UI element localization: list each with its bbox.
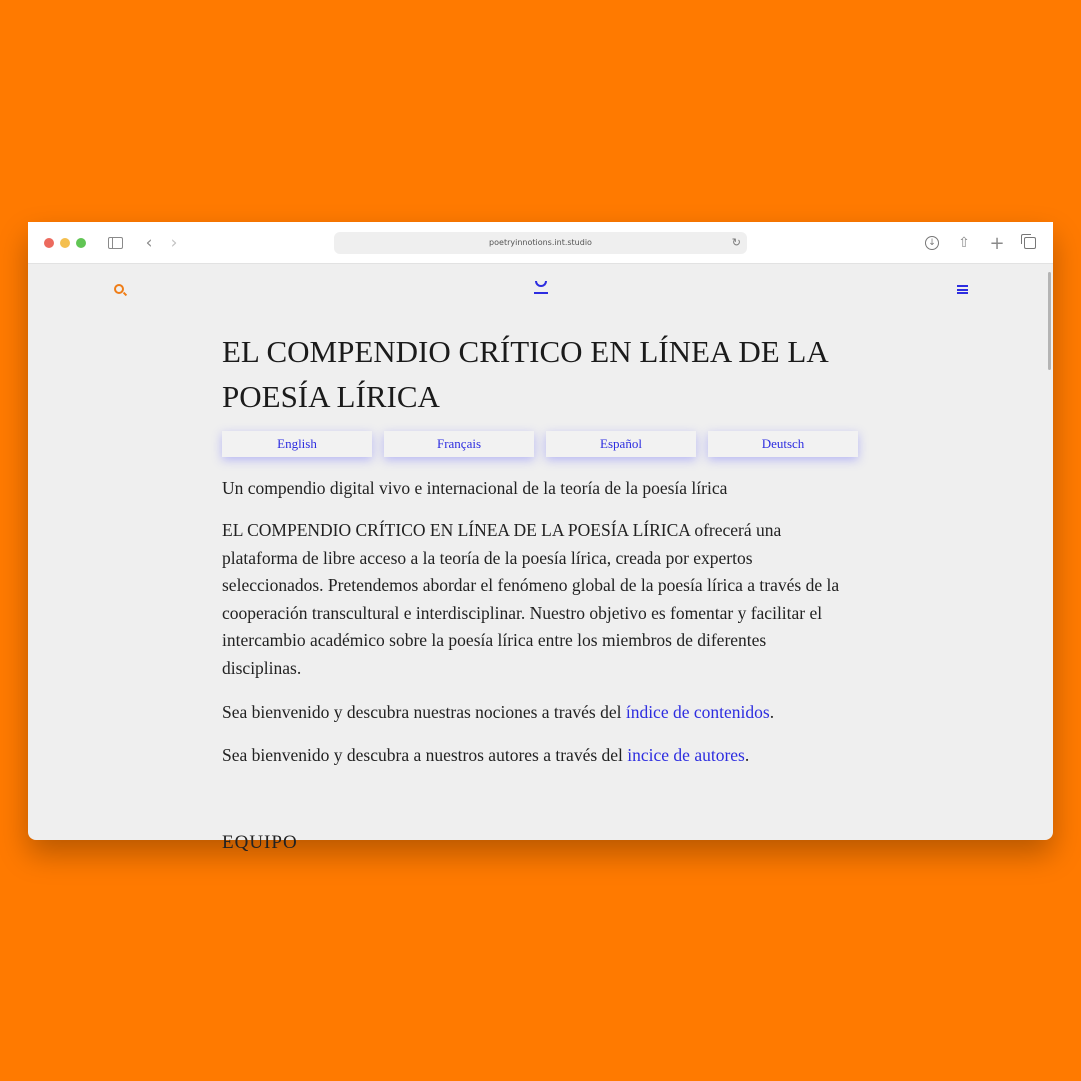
address-bar[interactable]	[334, 232, 747, 254]
contents-index-link[interactable]: índice de contenidos	[625, 702, 770, 722]
team-section-heading: EQUIPO	[222, 832, 298, 853]
language-button-english[interactable]: English	[222, 431, 372, 457]
maximize-window-button[interactable]	[76, 238, 86, 248]
search-icon[interactable]	[114, 284, 124, 294]
page-content	[28, 264, 1053, 853]
browser-toolbar	[28, 222, 1053, 264]
sidebar-icon[interactable]	[107, 233, 123, 253]
authors-index-link[interactable]: incice de autores	[627, 745, 745, 765]
welcome-contents-paragraph	[222, 699, 862, 725]
share-icon[interactable]: ⇧	[958, 235, 970, 251]
browser-window	[28, 222, 1053, 853]
language-button-french[interactable]: Français	[384, 431, 534, 457]
welcome-contents-text: Sea bienvenido y descubra nuestras nociones a través del	[222, 702, 626, 722]
tabs-overview-icon[interactable]	[1022, 233, 1038, 253]
close-window-button[interactable]	[44, 238, 54, 248]
logo-icon[interactable]	[534, 278, 548, 296]
welcome-contents-suffix: .	[769, 702, 775, 722]
lead-text: Un compendio digital vivo e internacional de la teoría de la poesía lírica	[222, 478, 728, 498]
menu-icon[interactable]	[957, 285, 968, 294]
back-icon[interactable]: ‹	[145, 233, 153, 253]
welcome-authors-suffix: .	[744, 745, 750, 765]
new-tab-icon[interactable]: +	[989, 232, 1005, 254]
welcome-authors-text: Sea bienvenido y descubra a nuestros autores a través del	[222, 745, 628, 765]
welcome-authors-paragraph	[222, 742, 862, 768]
url-text: poetryinnotions.int.studio	[489, 238, 592, 247]
language-button-german[interactable]: Deutsch	[708, 431, 858, 457]
minimize-window-button[interactable]	[60, 238, 70, 248]
scrollbar[interactable]	[1048, 272, 1051, 370]
reload-icon[interactable]: ↻	[731, 236, 741, 249]
language-switcher	[222, 431, 862, 457]
forward-icon[interactable]: ›	[170, 233, 178, 253]
language-button-spanish[interactable]: Español	[546, 431, 696, 457]
intro-paragraph: EL COMPENDIO CRÍTICO EN LÍNEA DE LA POESÍA LÍRICA ofrecerá una plataforma de libre acceso a la teoría de la poesía lírica, creada por expertos seleccionados. Pretendemos abordar el fenómeno global de la poesía lírica a través de la cooperación transcultural e interdisciplinar. Nuestro objetivo es fomentar y facilitar el intercambio académico sobre la poesía lírica entre los miembros de diferentes disciplinas.	[222, 520, 840, 678]
download-icon[interactable]: ↓	[924, 233, 940, 253]
page-title: EL COMPENDIO CRÍTICO EN LÍNEA DE LA POESÍA LÍRICA	[222, 334, 828, 414]
